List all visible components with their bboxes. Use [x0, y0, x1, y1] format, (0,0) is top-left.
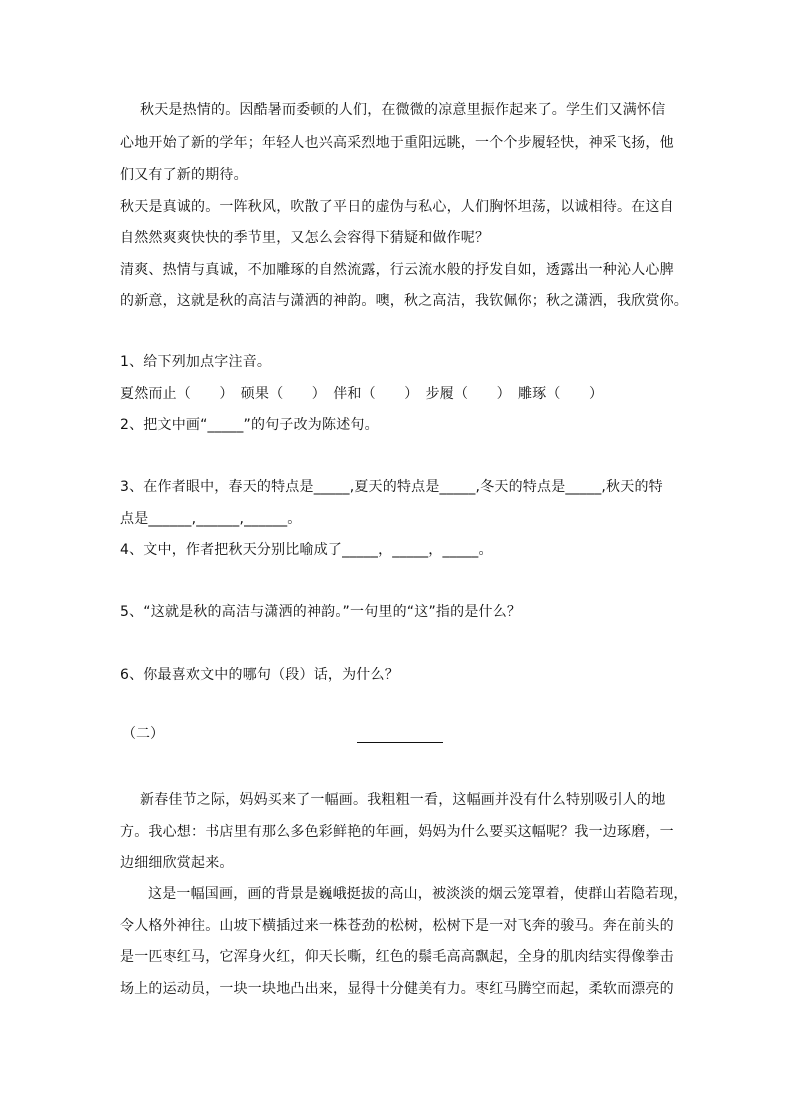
passage1-line-6: 清爽、热情与真诚，不加雕琢的自然流露，行云流水般的抒发自如，透露出一种沁人心脾	[120, 262, 674, 278]
question-3-line-2: 点是______,______,______。	[120, 511, 302, 527]
section2-line-4: 这是一幅国画，画的背景是巍峨挺拔的高山，被淡淡的烟云笼罩着，使群山若隐若现，	[148, 886, 688, 902]
question-3-line-1: 3、在作者眼中，春天的特点是_____,夏天的特点是_____,冬天的特点是_____,秋天的特	[120, 479, 663, 495]
section2-line-1: 新春佳节之际，妈妈买来了一幅画。我粗粗一看，这幅画并没有什么特别吸引人的地	[140, 792, 666, 808]
question-1: 1、给下列加点字注音。	[120, 354, 272, 370]
question-4: 4、文中，作者把秋天分别比喻成了_____，_____，_____。	[120, 542, 493, 558]
section2-heading: （二）	[122, 726, 164, 742]
passage1-line-1: 秋天是热情的。因酷暑而委顿的人们，在微微的凉意里振作起来了。学生们又满怀信	[140, 102, 666, 118]
section2-line-5: 令人格外神往。山坡下横插过来一株苍劲的松树，松树下是一对飞奔的骏马。奔在前头的	[120, 918, 674, 934]
section2-line-6: 是一匹枣红马，它浑身火红，仰天长嘶，红色的鬃毛高高飘起，全身的肌肉结实得像拳击	[120, 949, 674, 965]
title-blank-line	[357, 742, 443, 743]
question-2: 2、把文中画“_____”的句子改为陈述句。	[120, 417, 379, 433]
question-6: 6、你最喜欢文中的哪句（段）话，为什么？	[120, 667, 399, 683]
passage1-line-7: 的新意，这就是秋的高洁与潇洒的神韵。噢，秋之高洁，我钦佩你；秋之潇洒，我欣赏你。	[120, 293, 688, 309]
passage1-line-2: 心地开始了新的学年；年轻人也兴高采烈地于重阳远眺，一个个步履轻快，神采飞扬，他	[120, 135, 674, 151]
question-5: 5、“这就是秋的高洁与潇洒的神韵。”一句里的“这”指的是什么？	[120, 604, 522, 620]
section2-line-7: 场上的运动员，一块一块地凸出来，显得十分健美有力。枣红马腾空而起，柔软而漂亮的	[120, 981, 674, 997]
passage1-line-4: 秋天是真诚的。一阵秋风，吹散了平日的虚伪与私心，人们胸怀坦荡，以诚相待。在这自	[120, 199, 674, 215]
section2-line-3: 边细细欣赏起来。	[120, 855, 234, 871]
section2-line-2: 方。我心想：书店里有那么多色彩鲜艳的年画，妈妈为什么要买这幅呢？我一边琢磨，一	[120, 824, 674, 840]
question-1-words: 夏然而止（ ） 硕果（ ） 伴和（ ） 步履（ ） 雕琢（ ）	[120, 386, 604, 402]
passage1-line-5: 自然然爽爽快快的季节里，又怎么会容得下猜疑和做作呢？	[120, 230, 490, 246]
passage1-line-3: 们又有了新的期待。	[120, 167, 248, 183]
